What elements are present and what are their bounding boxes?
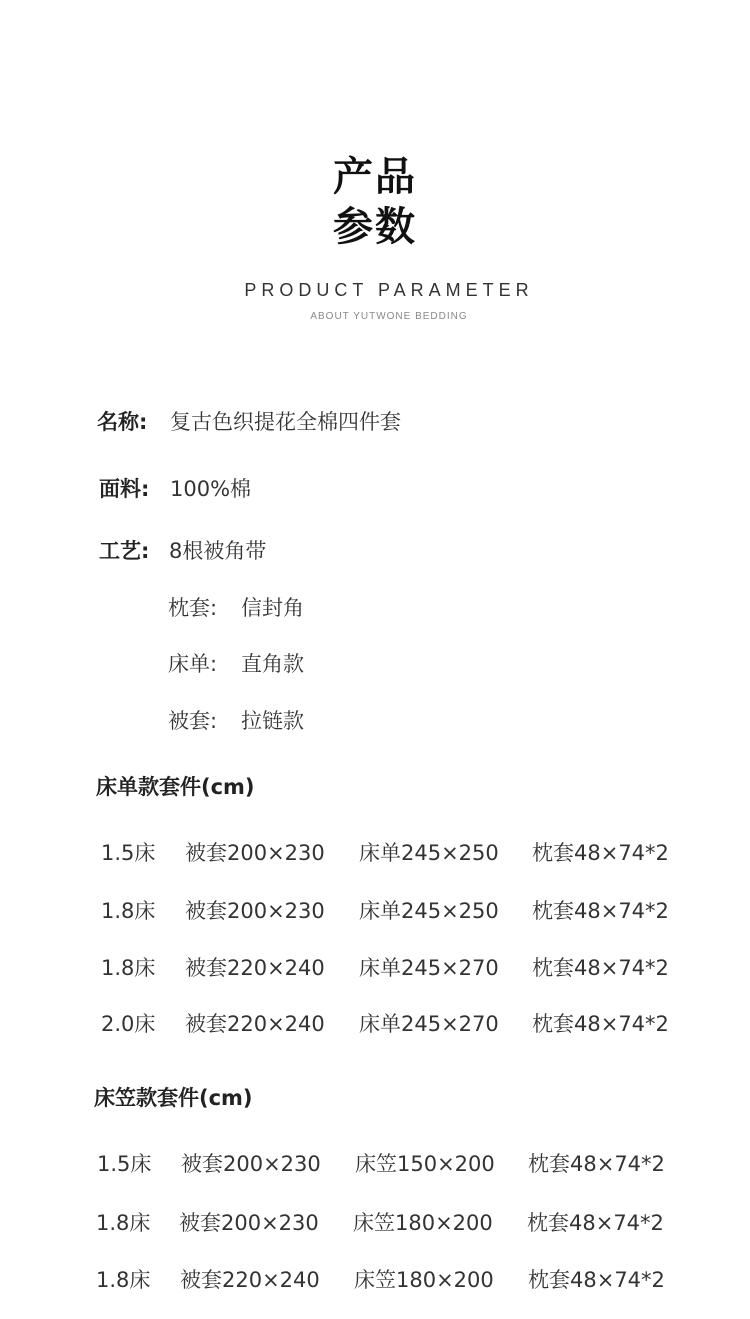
bedsheet-cell: 床单245×250 [359, 899, 499, 923]
fitted-sheet-cell: 床笠180×200 [353, 1211, 493, 1235]
duvet-cover-cell: 被套220×240 [185, 1012, 325, 1036]
fitted-sheet-cell: 床笠180×200 [354, 1268, 494, 1292]
bed-size-cell: 2.0床 [101, 1012, 156, 1036]
duvet-cover-cell: 被套200×230 [181, 1152, 321, 1176]
bedsheet-cell: 床单245×270 [359, 1012, 499, 1036]
craft-value: 8根被角带 [169, 539, 267, 563]
bed-size-cell: 1.5床 [97, 1152, 152, 1176]
name-label: 名称: [97, 410, 148, 434]
duvet-cover-cell: 被套200×230 [179, 1211, 319, 1235]
duvet-cover-value: 拉链款 [241, 709, 304, 733]
pillowcase-label: 枕套: [168, 596, 218, 620]
sheet-set-heading: 床单款套件(cm) [96, 775, 255, 799]
duvet-cover-label: 被套: [168, 709, 218, 733]
bed-size-cell: 1.5床 [101, 841, 156, 865]
bed-size-cell: 1.8床 [101, 956, 156, 980]
bed-size-cell: 1.8床 [101, 899, 156, 923]
bedsheet-cell: 床单245×270 [359, 956, 499, 980]
page-title-line-1: 产品 [333, 153, 417, 200]
fabric-value: 100%棉 [170, 477, 252, 501]
bedsheet-label: 床单: [168, 652, 218, 676]
craft-label: 工艺: [99, 539, 150, 563]
pillowcase-cell: 枕套48×74*2 [532, 956, 669, 980]
pillowcase-cell: 枕套48×74*2 [532, 841, 669, 865]
bed-size-cell: 1.8床 [96, 1268, 151, 1292]
duvet-cover-cell: 被套200×230 [185, 899, 325, 923]
pillowcase-cell: 枕套48×74*2 [528, 1152, 665, 1176]
page-title-line-2: 参数 [333, 203, 417, 250]
bedsheet-value: 直角款 [241, 652, 304, 676]
duvet-cover-cell: 被套220×240 [185, 956, 325, 980]
duvet-cover-cell: 被套200×230 [185, 841, 325, 865]
bedsheet-cell: 床单245×250 [359, 841, 499, 865]
pillowcase-cell: 枕套48×74*2 [527, 1211, 664, 1235]
brand-subtitle: ABOUT YUTWONE BEDDING [310, 311, 468, 322]
pillowcase-cell: 枕套48×74*2 [532, 1012, 669, 1036]
fabric-label: 面料: [99, 477, 150, 501]
pillowcase-cell: 枕套48×74*2 [528, 1268, 665, 1292]
fitted-sheet-cell: 床笠150×200 [355, 1152, 495, 1176]
duvet-cover-cell: 被套220×240 [180, 1268, 320, 1292]
fitted-set-heading: 床笠款套件(cm) [94, 1086, 253, 1110]
name-value: 复古色织提花全棉四件套 [170, 410, 401, 434]
pillowcase-value: 信封角 [241, 596, 304, 620]
english-title: PRODUCT PARAMETER [244, 280, 534, 300]
pillowcase-cell: 枕套48×74*2 [532, 899, 669, 923]
bed-size-cell: 1.8床 [96, 1211, 151, 1235]
